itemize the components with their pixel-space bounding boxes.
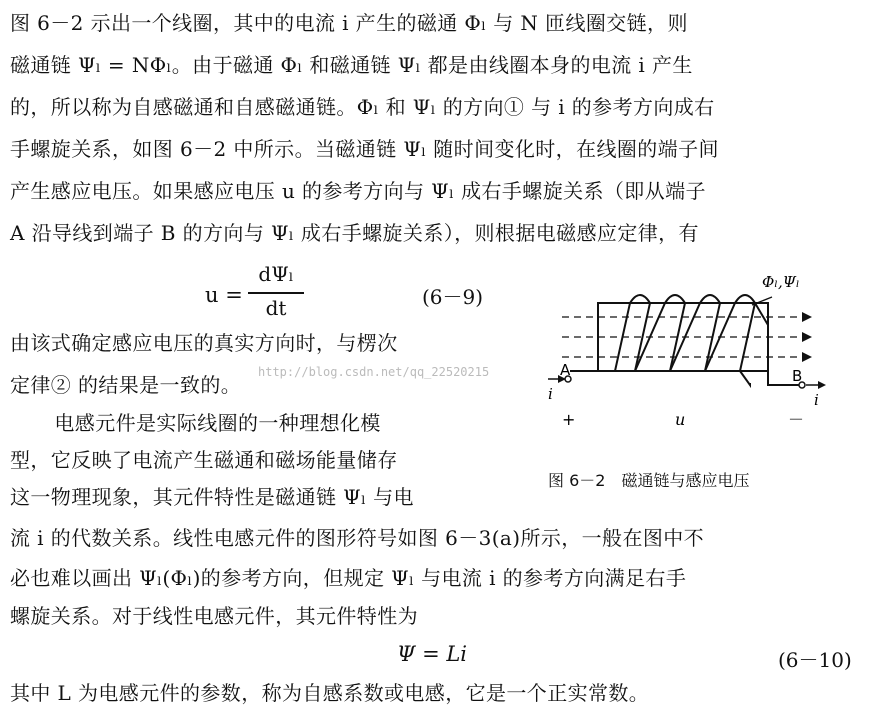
coil-diagram — [540, 265, 840, 445]
terminal-a-label: A — [560, 361, 571, 379]
text-line: 这一物理现象，其元件特性是磁通链 Ψₗ 与电 — [10, 485, 414, 509]
text-line: 定律② 的结果是一致的。 — [10, 373, 242, 397]
equation-number: (6－9) — [422, 285, 484, 309]
plus-sign: + — [562, 410, 576, 429]
current-arrowhead-right — [818, 381, 826, 389]
text-line: 由该式确定感应电压的真实方向时，与楞次 — [10, 331, 398, 355]
text-line: 磁通链 Ψₗ = NΦₗ。由于磁通 Φₗ 和磁通链 Ψₗ 都是由线圈本身的电流 i 产生 — [10, 53, 693, 77]
flux-label: Φₗ,Ψₗ — [762, 273, 800, 291]
equation-number: (6－10) — [778, 648, 852, 672]
text-line: 流 i 的代数关系。线性电感元件的图形符号如图 6－3(a)所示，一般在图中不 — [10, 526, 705, 550]
text-line: 型，它反映了电流产生磁通和磁场能量储存 — [10, 448, 398, 472]
equation-denominator: dt — [265, 296, 287, 320]
equation-numerator: dΨₗ — [258, 262, 294, 286]
fraction-bar — [248, 292, 304, 294]
text-line: 手螺旋关系，如图 6－2 中所示。当磁通链 Ψₗ 随时间变化时，在线圈的端子间 — [10, 137, 719, 161]
figure-6-2 — [540, 265, 840, 449]
equation-text: Ψ = Li — [397, 642, 468, 666]
text-line: 螺旋关系。对于线性电感元件，其元件特性为 — [10, 604, 418, 628]
minus-sign: － — [788, 410, 805, 429]
figure-caption: 图 6－2 磁通链与感应电压 — [548, 471, 750, 490]
current-label-right: i — [814, 391, 819, 409]
flux-arrows — [802, 312, 812, 362]
equation-lhs: u = — [205, 283, 243, 307]
text-line: 产生感应电压。如果感应电压 u 的参考方向与 Ψₗ 成右手螺旋关系（即从端子 — [10, 179, 706, 203]
text-line: 图 6－2 示出一个线圈，其中的电流 i 产生的磁通 Φₗ 与 N 匝线圈交链，则 — [10, 11, 688, 35]
voltage-label: u — [675, 410, 686, 429]
terminal-b-label: B — [792, 367, 803, 385]
text-line: 的，所以称为自感磁通和自感磁通链。Φₗ 和 Ψₗ 的方向① 与 i 的参考方向成右 — [10, 95, 715, 119]
current-label-left: i — [548, 385, 553, 403]
text-line: 电感元件是实际线圈的一种理想化模 — [34, 411, 381, 435]
text-line: 其中 L 为电感元件的参数，称为自感系数或电感，它是一个正实常数。 — [10, 681, 650, 705]
watermark: http://blog.csdn.net/qq_22520215 — [258, 365, 490, 379]
text-line: A 沿导线到端子 B 的方向与 Ψₗ 成右手螺旋关系），则根据电磁感应定律，有 — [10, 221, 699, 245]
text-line: 必也难以画出 Ψₗ(Φₗ)的参考方向，但规定 Ψₗ 与电流 i 的参考方向满足右手 — [10, 566, 687, 590]
